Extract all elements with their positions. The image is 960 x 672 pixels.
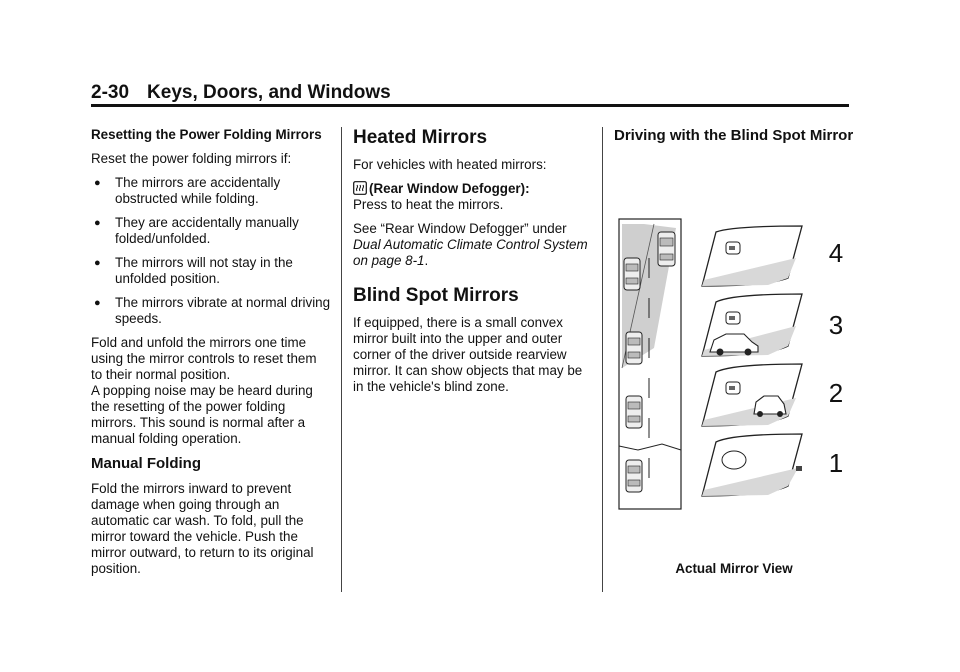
car-icon <box>626 396 642 428</box>
figure-caption: Actual Mirror View <box>675 561 793 576</box>
blind-spot-mirror-figure <box>618 218 850 514</box>
mirror-view-4 <box>702 226 802 286</box>
mirror-view-2 <box>702 364 802 426</box>
car-icon <box>624 258 640 290</box>
figure-label-4: 4 <box>828 238 844 268</box>
figure-label-2: 2 <box>828 378 844 408</box>
bullet-icon: ● <box>94 177 101 189</box>
list-item: ● The mirrors vibrate at normal driving speeds. <box>94 295 331 326</box>
heated-mirrors-intro: For vehicles with heated mirrors: <box>353 157 547 172</box>
rear-defogger-icon <box>353 181 367 195</box>
driver-car-icon <box>658 232 675 266</box>
driving-blind-spot-heading: Driving with the Blind Spot Mirror <box>614 127 854 144</box>
defogger-entry <box>353 181 593 213</box>
figure-label-1: 1 <box>828 448 844 478</box>
column-divider-2 <box>602 127 603 592</box>
section-title: Keys, Doors, and Windows <box>147 82 391 103</box>
mirror-view-3 <box>702 294 802 356</box>
resetting-para-1: Fold and unfold the mirrors one time using the mirror controls to reset them to their normal position. <box>91 335 317 382</box>
resetting-para-2: A popping noise may be heard during the resetting of the power folding mirrors. This sound is normal after a manual folding operation. <box>91 383 313 446</box>
bullet-icon: ● <box>94 297 101 309</box>
column-middle <box>353 127 593 403</box>
column-divider-1 <box>341 127 342 592</box>
list-item: ● The mirrors will not stay in the unfolded position. <box>94 255 293 286</box>
column-right <box>614 127 854 153</box>
mirror-view-1 <box>702 434 802 496</box>
climate-control-reference: Dual Automatic Climate Control System on page 8-1 <box>353 237 588 268</box>
road-diagram <box>619 219 681 509</box>
page-number: 2-30 <box>91 82 130 103</box>
heated-mirrors-heading: Heated Mirrors <box>353 127 488 148</box>
resetting-bullet-list <box>91 175 331 327</box>
blind-spot-text: If equipped, there is a small convex mirror built into the upper and outer corner of the driver outside rearview mirror. It can show objects that may be in the vehicle's blind zone. <box>353 315 583 394</box>
column-left <box>91 127 331 585</box>
blind-spot-heading: Blind Spot Mirrors <box>353 285 519 306</box>
figure-label-3: 3 <box>828 310 844 340</box>
resetting-heading: Resetting the Power Folding Mirrors <box>91 127 322 142</box>
defogger-label: (Rear Window Defogger): <box>369 181 530 196</box>
manual-folding-text: Fold the mirrors inward to prevent damage when going through an automatic car wash. To fold, pull the mirror toward the vehicle. Push the mirror outward, to return to its original position. <box>91 481 314 576</box>
defogger-text: Press to heat the mirrors. <box>353 197 504 212</box>
list-item: ● They are accidentally manually folded/unfolded. <box>94 215 299 246</box>
car-icon <box>626 332 642 364</box>
page-header <box>91 82 849 104</box>
car-icon <box>626 460 642 492</box>
list-item: ● The mirrors are accidentally obstructed while folding. <box>94 175 281 206</box>
resetting-intro: Reset the power folding mirrors if: <box>91 151 292 166</box>
bullet-icon: ● <box>94 257 101 269</box>
bullet-icon: ● <box>94 217 101 229</box>
see-reference: See “Rear Window Defogger” under Dual Automatic Climate Control System on page 8-1. <box>353 221 588 268</box>
header-rule <box>91 104 849 107</box>
manual-folding-heading: Manual Folding <box>91 455 201 472</box>
